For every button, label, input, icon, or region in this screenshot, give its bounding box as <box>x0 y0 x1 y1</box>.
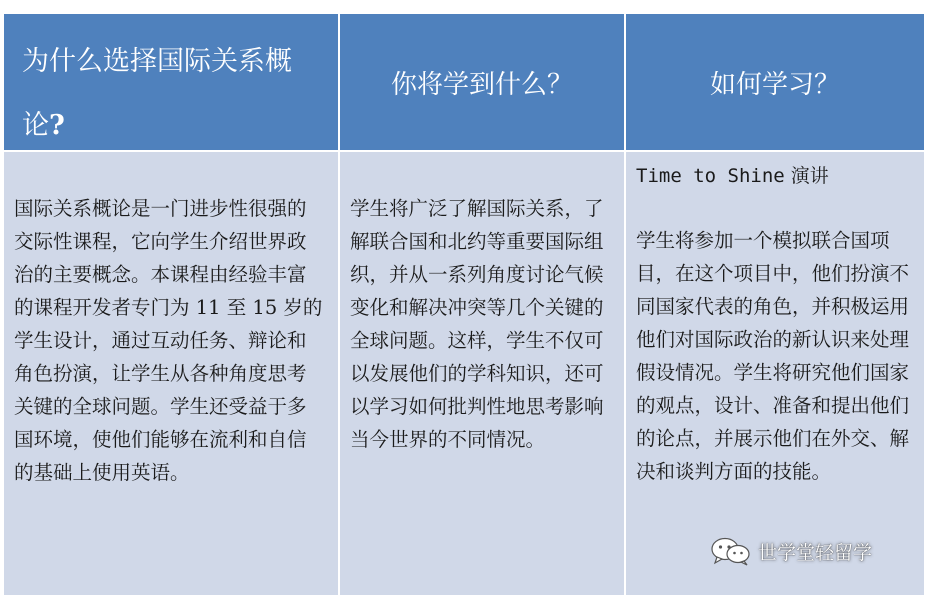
watermark <box>710 536 872 566</box>
header-cell-why <box>4 14 338 150</box>
header-why-text <box>22 30 324 150</box>
header-cell-what <box>340 14 624 150</box>
body-how-text: 学生将参加一个模拟联合国项目，在这个项目中，他们扮演不同国家代表的角色，并积极运用他们对国际政治的新认识来处理假设情况。学生将研究他们国家的观点，设计、准备和提出他们的论点，并展示他们在外交、解决和谈判方面的技能。 <box>636 229 910 483</box>
header-what-label: 你将学到什么？ <box>390 69 573 100</box>
header-why-suffix: ? <box>49 110 65 141</box>
body-cell-what <box>340 152 624 595</box>
body-how-title <box>636 160 829 193</box>
header-cell-how <box>626 14 924 150</box>
body-how-title-latin: Time to Shine <box>636 165 785 187</box>
header-why-label: 为什么选择国际关系概论 <box>22 46 292 141</box>
body-cell-how <box>626 152 924 595</box>
table-header-row <box>0 14 924 150</box>
body-what-text: 学生将广泛了解国际关系，了解联合国和北约等重要国际组织，并从一系列角度讨论气候变化和解决冲突等几个关键的全球问题。这样，学生不仅可以发展他们的学科知识，还可以学习如何批判性地思考影响当今世界的不同情况。 <box>350 197 604 451</box>
header-how-label: 如何学习？ <box>709 69 840 100</box>
wechat-icon <box>710 536 752 566</box>
body-how-title-cjk: 演讲 <box>790 165 829 187</box>
body-cell-why <box>4 152 338 595</box>
table-body-row <box>0 152 924 595</box>
watermark-text: 世学堂轻留学 <box>758 541 873 564</box>
body-why-text: 国际关系概论是一门进步性很强的交际性课程，它向学生介绍世界政治的主要概念。本课程由经验丰富的课程开发者专门为 11 至 15 岁的学生设计，通过互动任务、辩论和角色扮演，让学生从各种角度思考关键的全球问题。学生还受益于多国环境，使他们能够在流利和自信的基础上使用英语。 <box>14 197 323 484</box>
